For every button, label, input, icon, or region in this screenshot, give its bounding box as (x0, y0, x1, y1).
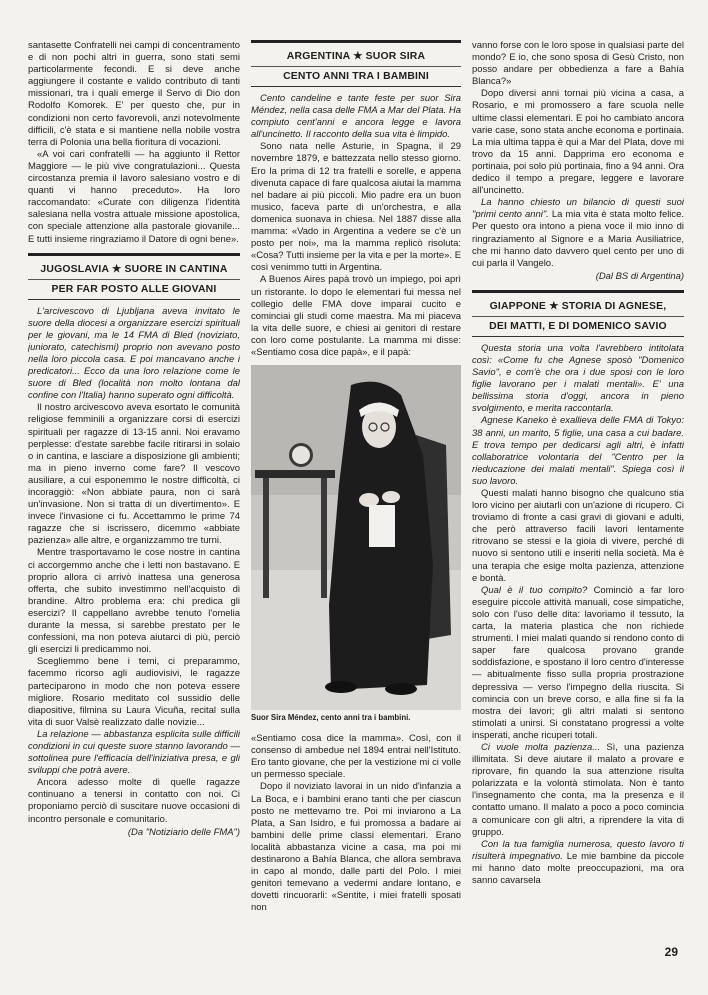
article-header-giappone (472, 297, 684, 337)
paragraph: «A voi cari confratelli — ha aggiunto il Rettor Maggiore — le più vive congratulazioni... Questa circostanza premia il lavoro salesiano vostro e di quanti vi hanno preceduto». Ha loro raccomandato: «Curate con diligenza l'identità salesiana nella vostra attuale missione apostolica, con speciale attenzione alla pastorale giovanile... E tutti insieme ringraziamo il Datore di ogni bene». (28, 148, 240, 245)
interview-question: Ci vuole molta pazienza... (481, 741, 601, 753)
interview-answer: La mia vita è stata molto felice. Per questo ora intono a piena voce il mio inno di ringraziamento al Signore e a Maria Ausiliatrice, che mi hanno dato davvero quel cento per uno di cui parla il Vangelo. (472, 209, 684, 269)
paragraph: Questi malati hanno bisogno che qualcuno stia loro vicino per aiutarli con un'azione di ricupero. Ci troviamo di fronte a casi gravi di giovani e adulti, che però attraverso facili lavori lentamente ritrovano se stessi e la gioia di vivere, perché di nuovo si sentono utili e inseriti nella società. Ma è una terapia che esige molta pazienza, attenzione e bontà. (472, 488, 684, 584)
article-intro: Questa storia una volta l'avrebbero intitolata così: «Come fu che Agnese sposò "Domenico Savio", e com'è che ora i due sposi con le loro figlie lavorano per i malati mentali». E' una bellissima storia d'oggi, ancora in pieno svolgimento, e merita raccontarla. (472, 342, 684, 415)
paragraph: Mentre trasportavamo le cose nostre in cantina ci accorgemmo anche che i letti non bastavano. E proprio allora ci arrivò inattesa una generosa offerta, che subito investimmo nell'acquisto di brandine. Altro problema era: chi predica gli esercizi? Il cappellano avrebbe tenuto l'omelia durante la messa, si sarebbe prestato per le confessioni, ma non poteva aiutarci di più, perciò gli esercizi li predicammo noi. (28, 547, 240, 656)
middle-column (251, 40, 461, 914)
paragraph: Scegliemmo bene i temi, ci preparammo, facemmo ricorso agli audiovisivi, le ragazze parteciparono in modo che non poteva essere migliore. Rosario meditato col sussidio delle diapositive, filmina su Laura Vicuña, recital sulla vita di suor Valsè realizzato dalle novizie... (28, 656, 240, 728)
suor-sira-photo (251, 365, 461, 710)
article-subtitle: PER FAR POSTO ALLE GIOVANI (28, 279, 240, 299)
interview-question: Qual è il tuo compito? (481, 584, 588, 596)
source-credit: (Da "Notiziario delle FMA") (127, 826, 240, 838)
source-credit: (Dal BS di Argentina) (595, 270, 684, 282)
article-intro: Cento candeline e tante feste per suor Sira Méndez, nella casa delle FMA a Mar del Plata. Ha compiuto cent'anni e ancora legge e lavora all'uncinetto. Il racconto della sua vita è limpido. (251, 93, 461, 141)
article-subtitle: CENTO ANNI TRA I BAMBINI (251, 66, 461, 86)
paragraph: santasette Confratelli nei campi di concentramento e di non pochi altri in guerra, sono stati semi particolarmente fecondi. E si deve anche aggiungere il costante e valido contributo di tanti missionari, tra i quali emerge il Servo di Dio don Rodolfo Komorek. E' per questo che, pur in condizioni non certo favorevoli, anzi notevolmente difficili, c'è stata e si mantiene nella nobile vostra terra di Polonia una bella fioritura di vocazioni. (28, 40, 240, 148)
section-divider (472, 290, 684, 293)
interview-answer: Cominciò a far loro eseguire piccole attività manuali, cose simpatiche, solo con l'uso delle dita: lavoriamo il tessuto, la carta, la materia plastica che non richiede strumenti. I miei malati quando si rendono conto di saper fare qualcosa provano grande soddisfazione, e spostano il loro centro d'interesse — abitualmente fisso sulla propria prostrazione depressiva — verso l'impegno della riuscita. Si comincia con un breve corso, e alla fine si fa la mostra dei lavori; gli altri malati si sentono stimolati a unirsi. Si constatano progressi a volte insperati, anche ricuperi totali. (472, 584, 684, 741)
paragraph (472, 742, 684, 839)
section-divider (251, 40, 461, 43)
article-header-jugoslavia (28, 260, 240, 300)
paragraph: Ancora adesso molte di quelle ragazze continuano a tenersi in contatto con noi. Ci proponiamo perciò di suscitare nuove occasioni di incontro personale e comunitario. (28, 777, 240, 825)
paragraph: Dopo il noviziato lavorai in un nido d'infanzia a La Boca, e i bambini erano tanti che per ciascun posto ne mettevamo tre. Poi mi inviarono a La Plata, a San Isidro, e fui promossa a badare ai bambini delle prime classi elementari. Erano località abbastanza vicine a casa, ma poi mi destinarono a Bahía Blanca, che allora sembrava in capo al mondo, dalle parti del Polo. I miei genitori temevano a vedermi andare lontano, e dovetti rincuorarli: «Sentite, i miei fratelli sposati non (251, 781, 461, 914)
paragraph (472, 197, 684, 270)
left-column (28, 40, 240, 839)
article-title: JUGOSLAVIA ★ SUORE IN CANTINA (40, 263, 228, 275)
photo-caption: Suor Sira Méndez, cento anni tra i bambini. (251, 713, 411, 723)
article-header-argentina (251, 47, 461, 87)
article-title: GIAPPONE ★ STORIA DI AGNESE, (489, 300, 667, 312)
interview-answer: Le mie bambine da piccole mi hanno dato molte preoccupazioni, ma ora sanno cavarsela (472, 850, 684, 886)
interview-question: Con la tua famiglia numerosa, questo lavoro ti risulterà impegnativo. (472, 838, 684, 862)
paragraph: Dopo diversi anni tornai più vicina a casa, a Rosario, e mi promossero a fare scuola nelle ultime classi elementari. E poi ho cambiato ancora varie case, sono stata anche economa e portinaia. La mia ultima tappa è qui a Mar del Plata, dove mi trovo da 15 anni. Dapprima ero economa e portinaia, poi solo più portinaia, fino a 94 anni. Ora dedico il tempo a pregare, leggere e lavorare all'uncinetto. (472, 88, 684, 197)
paragraph: A Buenos Aires papà trovò un impiego, poi aprì un ristorante. Io dopo le elementari fui messa nel collegio delle FMA dove imparai cucito e cominciai gli studi come maestra. Ma mi piaceva la vita delle suore, e chiesi ai genitori di restare con loro come postulante. La mamma mi disse: «Sentiamo cosa dice papà», e il papà: (251, 274, 461, 358)
page-number: 29 (664, 945, 678, 959)
section-divider (28, 253, 240, 256)
article-subtitle: DEI MATTI, E DI DOMENICO SAVIO (472, 316, 684, 336)
paragraph: Sono nata nelle Asturie, in Spagna, il 29 novembre 1879, e battezzata nello stesso giorno. Ero la prima di 12 tra fratelli e sorelle, e appena divenuta capace di fare qualcosa aiutai la mamma nel badare ai più piccoli. Mio padre era un buon musico, faceva parte di un'orchestra, e alla domenica suonava in chiesa. Nel 1887 disse alla mamma: «Vado in Argentina a vedere se c'è un posto per noi», ma la mamma replicò risoluta: «Cosa? Tutti insieme per la vita e per la morte». E così venimmo tutti in Argentina. (251, 141, 461, 274)
article-intro: Agnese Kaneko è exallieva delle FMA di Tokyo: 38 anni, un marito, 5 figlie, una casa a cui badare. E trova tempo per dedicarsi agli altri, è infatti collaboratrice volontaria del "Centro per la rieducazione dei malati mentali". Spiega così il suo lavoro. (472, 415, 684, 487)
right-column (472, 40, 684, 887)
paragraph (472, 585, 684, 742)
paragraph: vanno forse con le loro spose in qualsiasi parte del mondo? E io, che sono sposa di Gesù Cristo, non posso andare per obbedienza a fare a Bahía Blanca?» (472, 40, 684, 88)
paragraph: «Sentiamo cosa dice la mamma». Così, con il consenso di ambedue nel 1894 entrai nell'Istituto. Ero tanto giovane, che per la vestizione mi ci volle un permesso speciale. (251, 733, 461, 781)
article-title: ARGENTINA ★ SUOR SIRA (286, 51, 426, 62)
interview-answer: Sì, una pazienza illimitata. Si deve aiutare il malato a provare e riprovare, fin quando la sua attenzione risulta polarizzata e la volontà stimolata. Non è tanto l'insegnamento che conta, ma la presenza e il contatto umano. Il malato a poco a poco comincia a comunicare con gli altri, a riprendere la vita di gruppo. (472, 741, 684, 838)
italic-paragraph: La relazione — abbastanza esplicita sulle difficili condizioni in cui queste suore stanno lavorando — sottolinea pure l'efficacia dell'iniziativa presa, e gli sviluppi che potrà avere. (28, 728, 240, 777)
article-intro: L'arcivescovo di Ljubljana aveva invitato le suore della diocesi a organizzare esercizi spirituali per le giovani, ma le 14 FMA di Bled (noviziato, juniorato, catechismi) proprio non avevano posto nella loro piccola casa. E poi mancavano anche i predicatori... Ecco da una loro relazione come le suore di Bled (località non molto lontana dal confine con l'Italia) hanno superato ogni difficoltà. (28, 305, 240, 402)
paragraph: Il nostro arcivescovo aveva esortato le comunità religiose femminili a organizzare corsi di esercizi spirituali per ragazze di 13-15 anni. Noi eravamo perplesse: d'estate sarebbe facile ritirarsi in solaio o in cantina, e lasciare a disposizione gli ambienti; ma in pieno inverno come fare? Il vescovo ausiliare, a cui esponemmo le nostre difficoltà, ci incoraggiò: «Non abbiate paura, non ci sarà un'invasione. Non si tratta di un divertimento». E invece l'invasione ci fu. Accettammo le prime 74 ragazze che si iscrissero, dicemmo «abbiate pazienza» alle altre, e organizzammo tre turni. (28, 402, 240, 547)
interview-question: La hanno chiesto un bilancio di questi suoi "primi cento anni". (472, 197, 684, 221)
paragraph (472, 839, 684, 887)
